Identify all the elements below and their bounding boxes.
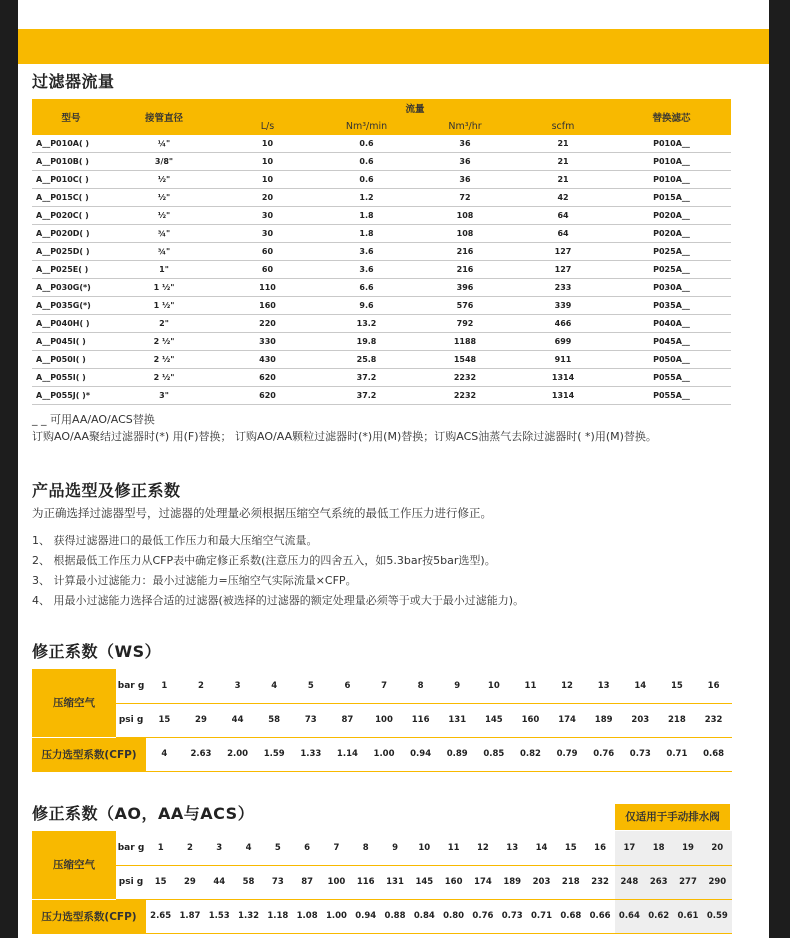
flow-title: 过滤器流量 [32, 72, 115, 91]
ao-psi-cell: 44 [205, 865, 234, 899]
flow-cell: 6.6 [317, 279, 416, 297]
flow-cell: 64 [514, 207, 612, 225]
flow-cell: A__P010A( ) [32, 135, 110, 153]
flow-cell: 3.6 [317, 261, 416, 279]
flow-cell: 127 [514, 243, 612, 261]
ws-table [32, 669, 732, 772]
col-nm3min: Nm³/min [317, 117, 416, 135]
flow-cell: 30 [218, 225, 317, 243]
flow-cell: 64 [514, 225, 612, 243]
flow-cell: P045A__ [612, 333, 731, 351]
flow-cell: 25.8 [317, 351, 416, 369]
flow-row [32, 315, 731, 333]
selection-title: 产品选型及修正系数 [32, 481, 181, 500]
ao-bar-unit: bar g [116, 831, 146, 865]
flow-cell: 1 ½" [110, 297, 218, 315]
manual-drain-label: 仅适用于手动排水阀 [615, 804, 730, 830]
flow-cell: A__P045I( ) [32, 333, 110, 351]
flow-cell: 620 [218, 387, 317, 405]
ao-psi-cell: 29 [175, 865, 204, 899]
ao-psi-cell: 203 [527, 865, 556, 899]
ws-psi-cell: 44 [219, 703, 256, 737]
ao-psi-cell: 232 [585, 865, 614, 899]
ao-cfp-cell: 0.94 [351, 899, 380, 933]
ws-bar-cell: 1 [146, 669, 183, 703]
col-flow-group: 流量 [218, 99, 612, 117]
flow-cell: 3.6 [317, 243, 416, 261]
ao-psi-cell: 15 [146, 865, 175, 899]
ws-bar-cell: 3 [219, 669, 256, 703]
ao-psi-cell: 248 [615, 865, 644, 899]
flow-cell: 21 [514, 171, 612, 189]
flow-cell: 220 [218, 315, 317, 333]
ws-cfp-cell: 0.89 [439, 737, 476, 771]
flow-cell: 10 [218, 171, 317, 189]
ao-cfp-cell: 0.73 [498, 899, 527, 933]
ao-cfp-cell: 0.62 [644, 899, 673, 933]
ao-psi-cell: 290 [703, 865, 732, 899]
flow-cell: A__P015C( ) [32, 189, 110, 207]
ao-psi-cell: 73 [263, 865, 292, 899]
ws-psi-cell: 218 [659, 703, 696, 737]
ws-cfp-cell: 0.71 [659, 737, 696, 771]
flow-cell: A__P055I( ) [32, 369, 110, 387]
ao-bar-cell: 8 [351, 831, 380, 865]
flow-cell: P055A__ [612, 387, 731, 405]
flow-cell: P050A__ [612, 351, 731, 369]
ws-bar-cell: 7 [366, 669, 403, 703]
flow-row [32, 261, 731, 279]
flow-cell: ¼" [110, 135, 218, 153]
ao-cfp-cell: 0.59 [703, 899, 732, 933]
col-ls: L/s [218, 117, 317, 135]
ws-bar-cell: 8 [402, 669, 439, 703]
ws-cfp-cell: 0.73 [622, 737, 659, 771]
ws-psi-cell: 29 [183, 703, 220, 737]
step-2: 2、 根据最低工作压力从CFP表中确定修正系数(注意压力的四舍五入，如5.3bar按5bar选型)。 [32, 554, 496, 567]
flow-row [32, 369, 731, 387]
ws-psi-cell: 15 [146, 703, 183, 737]
ao-cfp-label: 压力选型系数(CFP) [32, 899, 146, 933]
flow-cell: 20 [218, 189, 317, 207]
flow-cell: A__P020C( ) [32, 207, 110, 225]
ws-bar-cell: 11 [512, 669, 549, 703]
ws-cfp-cell: 2.00 [219, 737, 256, 771]
flow-cell: P020A__ [612, 225, 731, 243]
ao-cfp-cell: 0.68 [556, 899, 585, 933]
flow-cell: 108 [416, 207, 514, 225]
ao-table [32, 831, 732, 934]
ws-psi-cell: 145 [476, 703, 513, 737]
flow-cell: 1.8 [317, 225, 416, 243]
ws-cfp-cell: 0.68 [695, 737, 732, 771]
flow-cell: 36 [416, 135, 514, 153]
header-banner [18, 29, 769, 64]
ws-bar-cell: 16 [695, 669, 732, 703]
flow-cell: A__P020D( ) [32, 225, 110, 243]
flow-cell: P020A__ [612, 207, 731, 225]
document-page [18, 0, 769, 938]
ws-psi-cell: 232 [695, 703, 732, 737]
flow-row [32, 351, 731, 369]
ao-bar-cell: 19 [673, 831, 702, 865]
flow-cell: 0.6 [317, 171, 416, 189]
ao-psi-cell: 263 [644, 865, 673, 899]
flow-cell: ½" [110, 207, 218, 225]
ao-bar-cell: 2 [175, 831, 204, 865]
flow-cell: 576 [416, 297, 514, 315]
ws-cfp-cell: 4 [146, 737, 183, 771]
flow-cell: 0.6 [317, 153, 416, 171]
ao-psi-cell: 116 [351, 865, 380, 899]
flow-cell: 430 [218, 351, 317, 369]
ws-bar-cell: 5 [293, 669, 330, 703]
ws-bar-cell: 2 [183, 669, 220, 703]
ws-cfp-cell: 0.79 [549, 737, 586, 771]
ao-bar-cell: 13 [498, 831, 527, 865]
ws-cfp-cell: 1.33 [293, 737, 330, 771]
ws-psi-cell: 116 [402, 703, 439, 737]
flow-cell: 21 [514, 153, 612, 171]
ao-cfp-cell: 2.65 [146, 899, 175, 933]
flow-cell: A__P025E( ) [32, 261, 110, 279]
ws-air-label: 压缩空气 [32, 669, 116, 737]
ao-bar-cell: 15 [556, 831, 585, 865]
flow-cell: 60 [218, 243, 317, 261]
flow-cell: 1" [110, 261, 218, 279]
ao-bar-cell: 12 [468, 831, 497, 865]
flow-cell: 160 [218, 297, 317, 315]
flow-cell: A__P040H( ) [32, 315, 110, 333]
flow-cell: 1314 [514, 387, 612, 405]
flow-cell: A__P025D( ) [32, 243, 110, 261]
ao-bar-cell: 11 [439, 831, 468, 865]
ao-cfp-cell: 0.84 [410, 899, 439, 933]
flow-table [32, 99, 731, 405]
ao-title: 修正系数（AO，AA与ACS） [32, 804, 255, 823]
flow-cell: 127 [514, 261, 612, 279]
ws-psi-cell: 87 [329, 703, 366, 737]
flow-cell: 30 [218, 207, 317, 225]
ao-bar-cell: 5 [263, 831, 292, 865]
ws-psi-cell: 73 [293, 703, 330, 737]
ao-psi-cell: 58 [234, 865, 263, 899]
flow-cell: ¾" [110, 225, 218, 243]
flow-cell: 396 [416, 279, 514, 297]
ao-psi-cell: 100 [322, 865, 351, 899]
ws-cfp-cell: 2.63 [183, 737, 220, 771]
flow-cell: A__P055J( )* [32, 387, 110, 405]
ws-psi-cell: 189 [585, 703, 622, 737]
flow-cell: 216 [416, 243, 514, 261]
ws-bar-cell: 10 [476, 669, 513, 703]
flow-cell: 1548 [416, 351, 514, 369]
flow-cell: 216 [416, 261, 514, 279]
flow-cell: 699 [514, 333, 612, 351]
ao-cfp-cell: 0.80 [439, 899, 468, 933]
ws-psi-cell: 160 [512, 703, 549, 737]
flow-cell: 330 [218, 333, 317, 351]
flow-row [32, 171, 731, 189]
ws-psi-cell: 203 [622, 703, 659, 737]
ao-psi-cell: 160 [439, 865, 468, 899]
flow-cell: P010A__ [612, 153, 731, 171]
ws-cfp-cell: 0.94 [402, 737, 439, 771]
flow-row [32, 135, 731, 153]
ao-cfp-cell: 1.87 [175, 899, 204, 933]
ao-bar-cell: 9 [380, 831, 409, 865]
ao-cfp-cell: 0.76 [468, 899, 497, 933]
flow-row [32, 207, 731, 225]
flow-cell: P040A__ [612, 315, 731, 333]
ws-title: 修正系数（WS） [32, 642, 162, 661]
flow-row [32, 153, 731, 171]
flow-cell: 37.2 [317, 387, 416, 405]
col-nm3hr: Nm³/hr [416, 117, 514, 135]
flow-cell: 911 [514, 351, 612, 369]
ao-psi-cell: 87 [292, 865, 321, 899]
flow-cell: 13.2 [317, 315, 416, 333]
flow-cell: 37.2 [317, 369, 416, 387]
flow-cell: P015A__ [612, 189, 731, 207]
flow-cell: 0.6 [317, 135, 416, 153]
flow-note-1: _ _ 可用AA/AO/ACS替换 [32, 413, 155, 426]
ao-bar-cell: 1 [146, 831, 175, 865]
flow-cell: 36 [416, 171, 514, 189]
flow-cell: 233 [514, 279, 612, 297]
flow-cell: 2232 [416, 387, 514, 405]
ws-cfp-cell: 0.82 [512, 737, 549, 771]
flow-cell: P030A__ [612, 279, 731, 297]
ao-bar-cell: 3 [205, 831, 234, 865]
ao-cfp-cell: 1.00 [322, 899, 351, 933]
flow-cell: 10 [218, 135, 317, 153]
flow-note-2: 订购AO/AA聚结过滤器时(*) 用(F)替换； 订购AO/AA颗粒过滤器时(*)用(M)替换；订购ACS油蒸气去除过滤器时( *)用(M)替换。 [32, 430, 657, 443]
flow-cell: 42 [514, 189, 612, 207]
ao-cfp-cell: 1.08 [292, 899, 321, 933]
flow-cell: 9.6 [317, 297, 416, 315]
ao-bar-cell: 16 [585, 831, 614, 865]
flow-cell: 2 ½" [110, 333, 218, 351]
ws-bar-cell: 9 [439, 669, 476, 703]
col-element: 替换滤芯 [612, 99, 731, 135]
flow-cell: P035A__ [612, 297, 731, 315]
ao-bar-cell: 6 [292, 831, 321, 865]
flow-cell: 36 [416, 153, 514, 171]
ws-bar-cell: 12 [549, 669, 586, 703]
ws-bar-cell: 15 [659, 669, 696, 703]
flow-cell: P010A__ [612, 135, 731, 153]
ws-psi-cell: 58 [256, 703, 293, 737]
flow-cell: 108 [416, 225, 514, 243]
ws-cfp-cell: 1.59 [256, 737, 293, 771]
ws-cfp-cell: 0.76 [585, 737, 622, 771]
flow-cell: ¾" [110, 243, 218, 261]
ao-cfp-cell: 1.53 [205, 899, 234, 933]
step-4: 4、 用最小过滤能力选择合适的过滤器(被选择的过滤器的额定处理量必须等于或大于最小过滤能力)。 [32, 594, 525, 607]
step-1: 1、 获得过滤器进口的最低工作压力和最大压缩空气流量。 [32, 534, 318, 547]
ws-cfp-cell: 1.00 [366, 737, 403, 771]
ws-cfp-cell: 0.85 [476, 737, 513, 771]
flow-cell: 10 [218, 153, 317, 171]
flow-cell: 3" [110, 387, 218, 405]
flow-cell: 72 [416, 189, 514, 207]
flow-cell: 2232 [416, 369, 514, 387]
ws-psi-unit: psi g [116, 703, 146, 737]
flow-cell: ½" [110, 171, 218, 189]
flow-cell: 792 [416, 315, 514, 333]
ao-cfp-cell: 0.66 [585, 899, 614, 933]
ws-bar-cell: 14 [622, 669, 659, 703]
ws-cfp-label: 压力选型系数(CFP) [32, 737, 146, 771]
col-pipe: 接管直径 [110, 99, 218, 135]
ao-psi-cell: 277 [673, 865, 702, 899]
ao-psi-cell: 218 [556, 865, 585, 899]
ao-cfp-cell: 1.32 [234, 899, 263, 933]
flow-cell: P025A__ [612, 261, 731, 279]
ao-psi-cell: 131 [380, 865, 409, 899]
flow-cell: 60 [218, 261, 317, 279]
ao-bar-cell: 10 [410, 831, 439, 865]
flow-row [32, 297, 731, 315]
ao-cfp-cell: 0.71 [527, 899, 556, 933]
flow-cell: A__P035G(*) [32, 297, 110, 315]
flow-cell: A__P010B( ) [32, 153, 110, 171]
ao-cfp-cell: 0.61 [673, 899, 702, 933]
flow-row [32, 387, 731, 405]
col-scfm: scfm [514, 117, 612, 135]
flow-cell: 466 [514, 315, 612, 333]
ws-bar-unit: bar g [116, 669, 146, 703]
col-model: 型号 [32, 99, 110, 135]
ao-bar-cell: 20 [703, 831, 732, 865]
flow-cell: A__P050I( ) [32, 351, 110, 369]
flow-cell: A__P030G(*) [32, 279, 110, 297]
ws-psi-cell: 131 [439, 703, 476, 737]
ao-cfp-cell: 1.18 [263, 899, 292, 933]
flow-cell: 1.8 [317, 207, 416, 225]
ws-cfp-cell: 1.14 [329, 737, 366, 771]
flow-cell: 2" [110, 315, 218, 333]
flow-cell: 2 ½" [110, 351, 218, 369]
flow-row [32, 189, 731, 207]
flow-row [32, 333, 731, 351]
flow-cell: 110 [218, 279, 317, 297]
ao-air-label: 压缩空气 [32, 831, 116, 899]
flow-cell: P025A__ [612, 243, 731, 261]
ws-bar-cell: 13 [585, 669, 622, 703]
flow-row [32, 279, 731, 297]
flow-cell: P010A__ [612, 171, 731, 189]
flow-cell: 1314 [514, 369, 612, 387]
ws-bar-cell: 6 [329, 669, 366, 703]
ao-bar-cell: 14 [527, 831, 556, 865]
flow-cell: 3/8" [110, 153, 218, 171]
ao-cfp-cell: 0.64 [615, 899, 644, 933]
flow-row [32, 243, 731, 261]
step-3: 3、 计算最小过滤能力：最小过滤能力=压缩空气实际流量×CFP。 [32, 574, 357, 587]
ao-psi-cell: 174 [468, 865, 497, 899]
ao-bar-cell: 7 [322, 831, 351, 865]
flow-cell: 1 ½" [110, 279, 218, 297]
flow-cell: ½" [110, 189, 218, 207]
ws-bar-cell: 4 [256, 669, 293, 703]
ao-psi-cell: 189 [498, 865, 527, 899]
ao-bar-cell: 4 [234, 831, 263, 865]
flow-cell: 19.8 [317, 333, 416, 351]
flow-cell: 620 [218, 369, 317, 387]
ao-psi-cell: 145 [410, 865, 439, 899]
flow-cell: 2 ½" [110, 369, 218, 387]
ao-psi-unit: psi g [116, 865, 146, 899]
ws-psi-cell: 100 [366, 703, 403, 737]
flow-cell: 21 [514, 135, 612, 153]
flow-cell: P055A__ [612, 369, 731, 387]
flow-cell: A__P010C( ) [32, 171, 110, 189]
flow-cell: 1188 [416, 333, 514, 351]
ao-bar-cell: 17 [615, 831, 644, 865]
ao-bar-cell: 18 [644, 831, 673, 865]
flow-row [32, 225, 731, 243]
flow-cell: 1.2 [317, 189, 416, 207]
selection-intro: 为正确选择过滤器型号，过滤器的处理量必须根据压缩空气系统的最低工作压力进行修正。 [32, 506, 492, 520]
ws-psi-cell: 174 [549, 703, 586, 737]
flow-cell: 339 [514, 297, 612, 315]
ao-cfp-cell: 0.88 [380, 899, 409, 933]
